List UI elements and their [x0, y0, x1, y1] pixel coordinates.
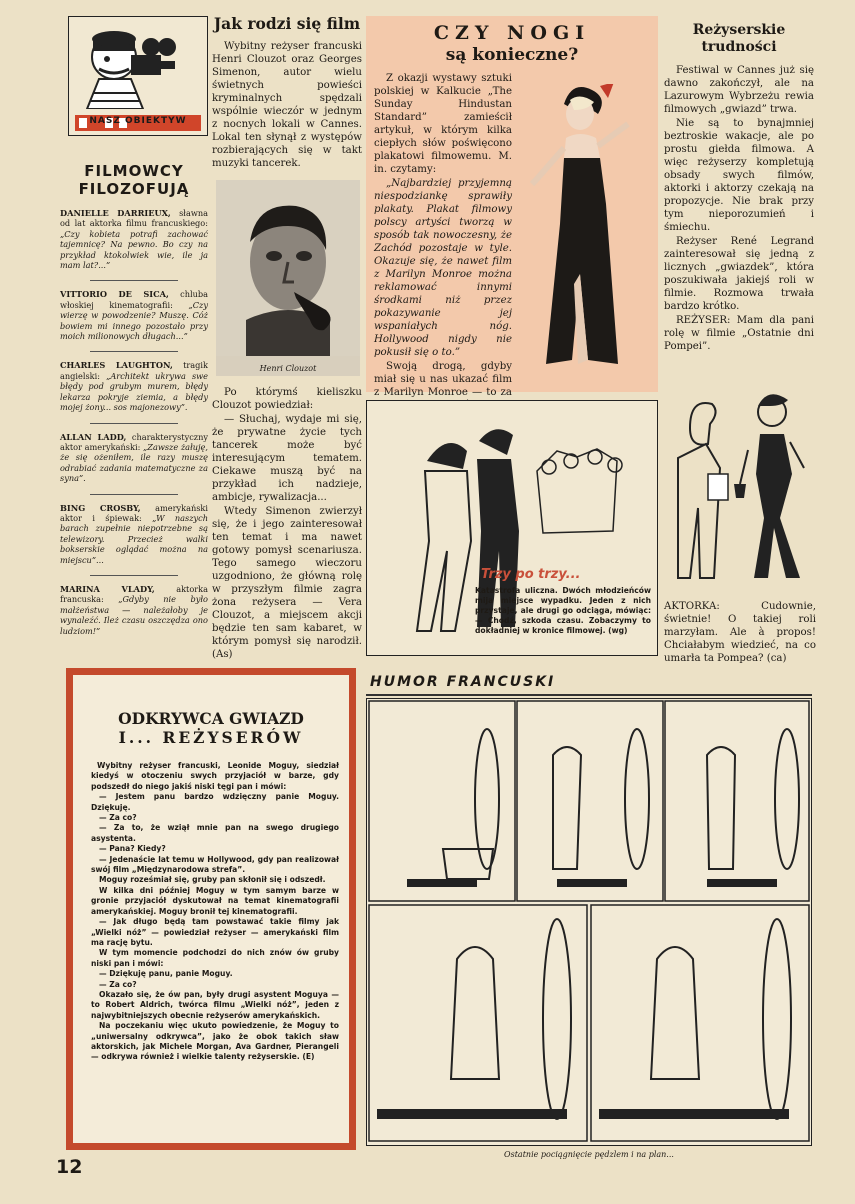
- divider: [90, 351, 178, 352]
- clouzot-photo: [216, 180, 360, 376]
- humor-strip: [366, 698, 812, 1146]
- humor-cartoon-panels: [367, 699, 811, 1145]
- quote-ladd: ALLAN LADD, charakterystyczny aktor amerykański: „Zawsze żałuję, że się ożeniłem, ile razy muszę odrabiać zadania matematyczne za syna”.: [60, 431, 208, 484]
- director-actress-illustration: [660, 378, 820, 596]
- nogi-title: CZY NOGI są konieczne?: [433, 22, 591, 65]
- trudnosci-text: Festiwal w Cannes już się dawno zakończył, ale na Lazurowym Wybrzeżu rewia filmowych „gwiazd” trwa. Nie są to bynajmniej beztroskie wakacje, ale po prostu giełda filmowa. A więc reżyserzy kompletują obsady swych filmów, aktorki i aktorzy czekają na propozycje. Nie brak przy tym nieporozumień i śmiechu. Reżyser René Legrand zainteresował się jedną z licznych „gwiazdek”, która poszukiwała jakiejś roli w filmie. Rozmowa trwała bardzo krótko. REŻYSER: Mam dla pani rolę w filmie „Ostatnie dni Pompei”.: [664, 65, 814, 352]
- filmowcy-title: FILMOWCY FILOZOFUJĄ: [78, 162, 190, 198]
- quote-crosby: BING CROSBY, amerykański aktor i śpiewak: „W naszych barach zupełnie niepotrzebne są telewizory. Przecież walki bokserskie oglądać można na miejscu”...: [60, 502, 209, 565]
- trudnosci-title: Reżyserskie trudności: [692, 22, 786, 55]
- trzy-caption-area: [475, 567, 651, 636]
- trudnosci-article: [664, 22, 814, 354]
- logo-box: [68, 16, 208, 136]
- marilyn-figure-illustration: [518, 84, 650, 374]
- divider: [90, 423, 178, 424]
- clouzot-lead: Wybitny reżyser francuski Henri Clouzot oraz Georges Simenon, autor wielu świetnych powieści kryminalnych spędzali wspólnie wieczór w jednym z nocnych lokali w Cannes. Lokal ten słynął z występów rozbierających się w takt muzyki tancerek.: [212, 41, 362, 169]
- portrait-illustration: [216, 180, 360, 356]
- clouzot-photo-caption: Henri Clouzot: [259, 364, 317, 373]
- nogi-text: Z okazji wystawy sztuki polskiej w Kalkucie „The Sunday Hindustan Standard” zamieścił artykuł, w którym kilka ciepłych słów poświęcono plakatowi filmowemu. M. in. czytamy: „Najbardziej przyjemną niespodziankę sprawiły plakaty. Plakat filmowy polscy artyści tworzą w sposób tak nowoczesny, że Zachód pozostaje w tyle. Okazuje się, że nawet film z Marilyn Monroe można reklamować innymi środkami niż przez pokazywanie jej wspaniałych nóg. Hollywood nigdy nie pokusił się o to.” Swoją drogą, gdyby miał się u nas ukazać film z Marilyn Monroe — to za: [374, 73, 512, 398]
- humor-title-rule: [366, 694, 812, 696]
- trzy-title: Trzy po trzy...: [481, 567, 581, 582]
- odkrywca-box: [66, 668, 356, 1150]
- trzy-po-trzy-box: [366, 400, 658, 656]
- clouzot-article: [212, 14, 362, 171]
- humor-caption: Ostatnie pociągnięcie pędzlem i na plan...: [504, 1150, 674, 1159]
- quote-de-sica: VITTORIO DE SICA, chluba włoskiej kinematografii: „Czy wierzę w powodzenie? Muszę. Cóż bowiem mi innego pozostało przy moich milionowych długach...”: [60, 289, 208, 342]
- divider: [90, 280, 178, 281]
- trzy-text: Katastrofa uliczna. Dwóch młodzieńców mija miejsce wypadku. Jeden z nich przystaje, ale drugi go odciąga, mówiąc: — Chodź, szkoda czasu. Zobaczymy to dokładniej w kronice filmowej. (wg): [475, 586, 651, 635]
- nasz-obiektyw-tag: [75, 115, 201, 131]
- humor-title: HUMOR FRANCUSKI: [370, 674, 556, 690]
- nogi-box: [366, 16, 658, 398]
- quote-vlady: MARINA VLADY, aktorka francuska: „Gdyby nie było małżeństwa — należałoby je wynaleźć. Ileż czasu oszczędza ono ludziom!”: [60, 583, 209, 636]
- page-number: 12: [56, 1156, 83, 1178]
- odkrywca-text: Wybitny reżyser francuski, Leonide Moguy, siedział kiedyś w otoczeniu swych przyjaciół w barze, gdy podszedł do niego jakiś niski tęgi pan i mówi: — Jestem panu bardzo wdzięczny panie Moguy. Dziękuję. — Za co? — Za to, że wziął mnie pan na swego drugiego asystenta. — Pana? Kiedy? — Jedenaście lat temu w Hollywood, gdy pan realizował swój film „Międzynarodowa strefa”. Moguy roześmiał się, gruby pan skłonił się i odszedł. W kilka dni później Moguy w tym samym barze w gronie przyjaciół dyskutował na temat kinematografii amerykańskiej. Moguy bronił tej kinematografii. — Jak długo będą tam powstawać takie filmy jak „Wielki nóż” — powiedział reżyser — amerykański film ma rację bytu. W tym momencie podchodzi do nich znów ów gruby niski pan i mówi: — Dziękuję panu, panie Moguy. — Za co? Okazało się, że ów pan, były drugi asystent Moguya — to Robert Aldrich, twórca filmu „Wielki nóż”, jeden z najwybitniejszych obecnie reżyserów amerykańskich. Na poczekaniu więc ukuto powiedzenie, że Moguy to „uniwersalny odkrywca”, jako że obok takich sław aktorskich, jak Michele Morgan, Ava Gardner, Pierangeli — odkrywa również i wielkie talenty reżyserskie. (E): [91, 761, 339, 1062]
- divider: [90, 575, 178, 576]
- odkrywca-title: ODKRYWCA GWIAZD I... REŻYSERÓW: [118, 709, 304, 747]
- quote-darrieux: DANIELLE DARRIEUX, sławna od lat aktorka filmu francuskiego: „Czy kobieta potrafi zachować tajemnicę? Na pewno. Bo czy na przykład ktokolwiek wie, ile ja mam lat?...”: [60, 208, 208, 271]
- divider: [90, 494, 178, 495]
- clouzot-body: Po którymś kieliszku Clouzot powiedział: — Słuchaj, wydaje mi się, że prywatne życie tych tancerek może być interesującym tematem. Ciekawe muszą być na przykład ich nadzieje, ambicje, rywalizacja... Wtedy Simenon zwierzył się, że i jego zainteresował ten temat i ma nawet gotowy pomysł scenariusza. Tego samego wieczoru uzgodniono, że główną rolę w przyszłym filmie zagra żona reżysera — Vera Clouzot, a miejscem akcji będzie ten sam kabaret, w którym pomysł się narodził. (As): [212, 387, 362, 660]
- trudnosci-ending: AKTORKA: Cudownie, świetnie! O takiej roli marzyłam. Ale à propos! Chciałabym wiedzieć, na co umarła ta Pompea? (ca): [664, 601, 816, 664]
- clouzot-title: Jak rodzi się film: [213, 14, 361, 33]
- filmowcy-column: [60, 162, 208, 646]
- quotes-list: [60, 208, 208, 636]
- quote-laughton: CHARLES LAUGHTON, tragik angielski: „Architekt ukrywa swe błędy pod grubym murem, błędy lekarza pokryje ziemia, a błędy mojej żony... sos majonezowy”.: [60, 360, 209, 413]
- cameraman-illustration: [69, 17, 206, 109]
- nasz-obiektyw-label: NASZ OBIEKTYW: [89, 116, 187, 126]
- director-cartoon: [660, 378, 820, 596]
